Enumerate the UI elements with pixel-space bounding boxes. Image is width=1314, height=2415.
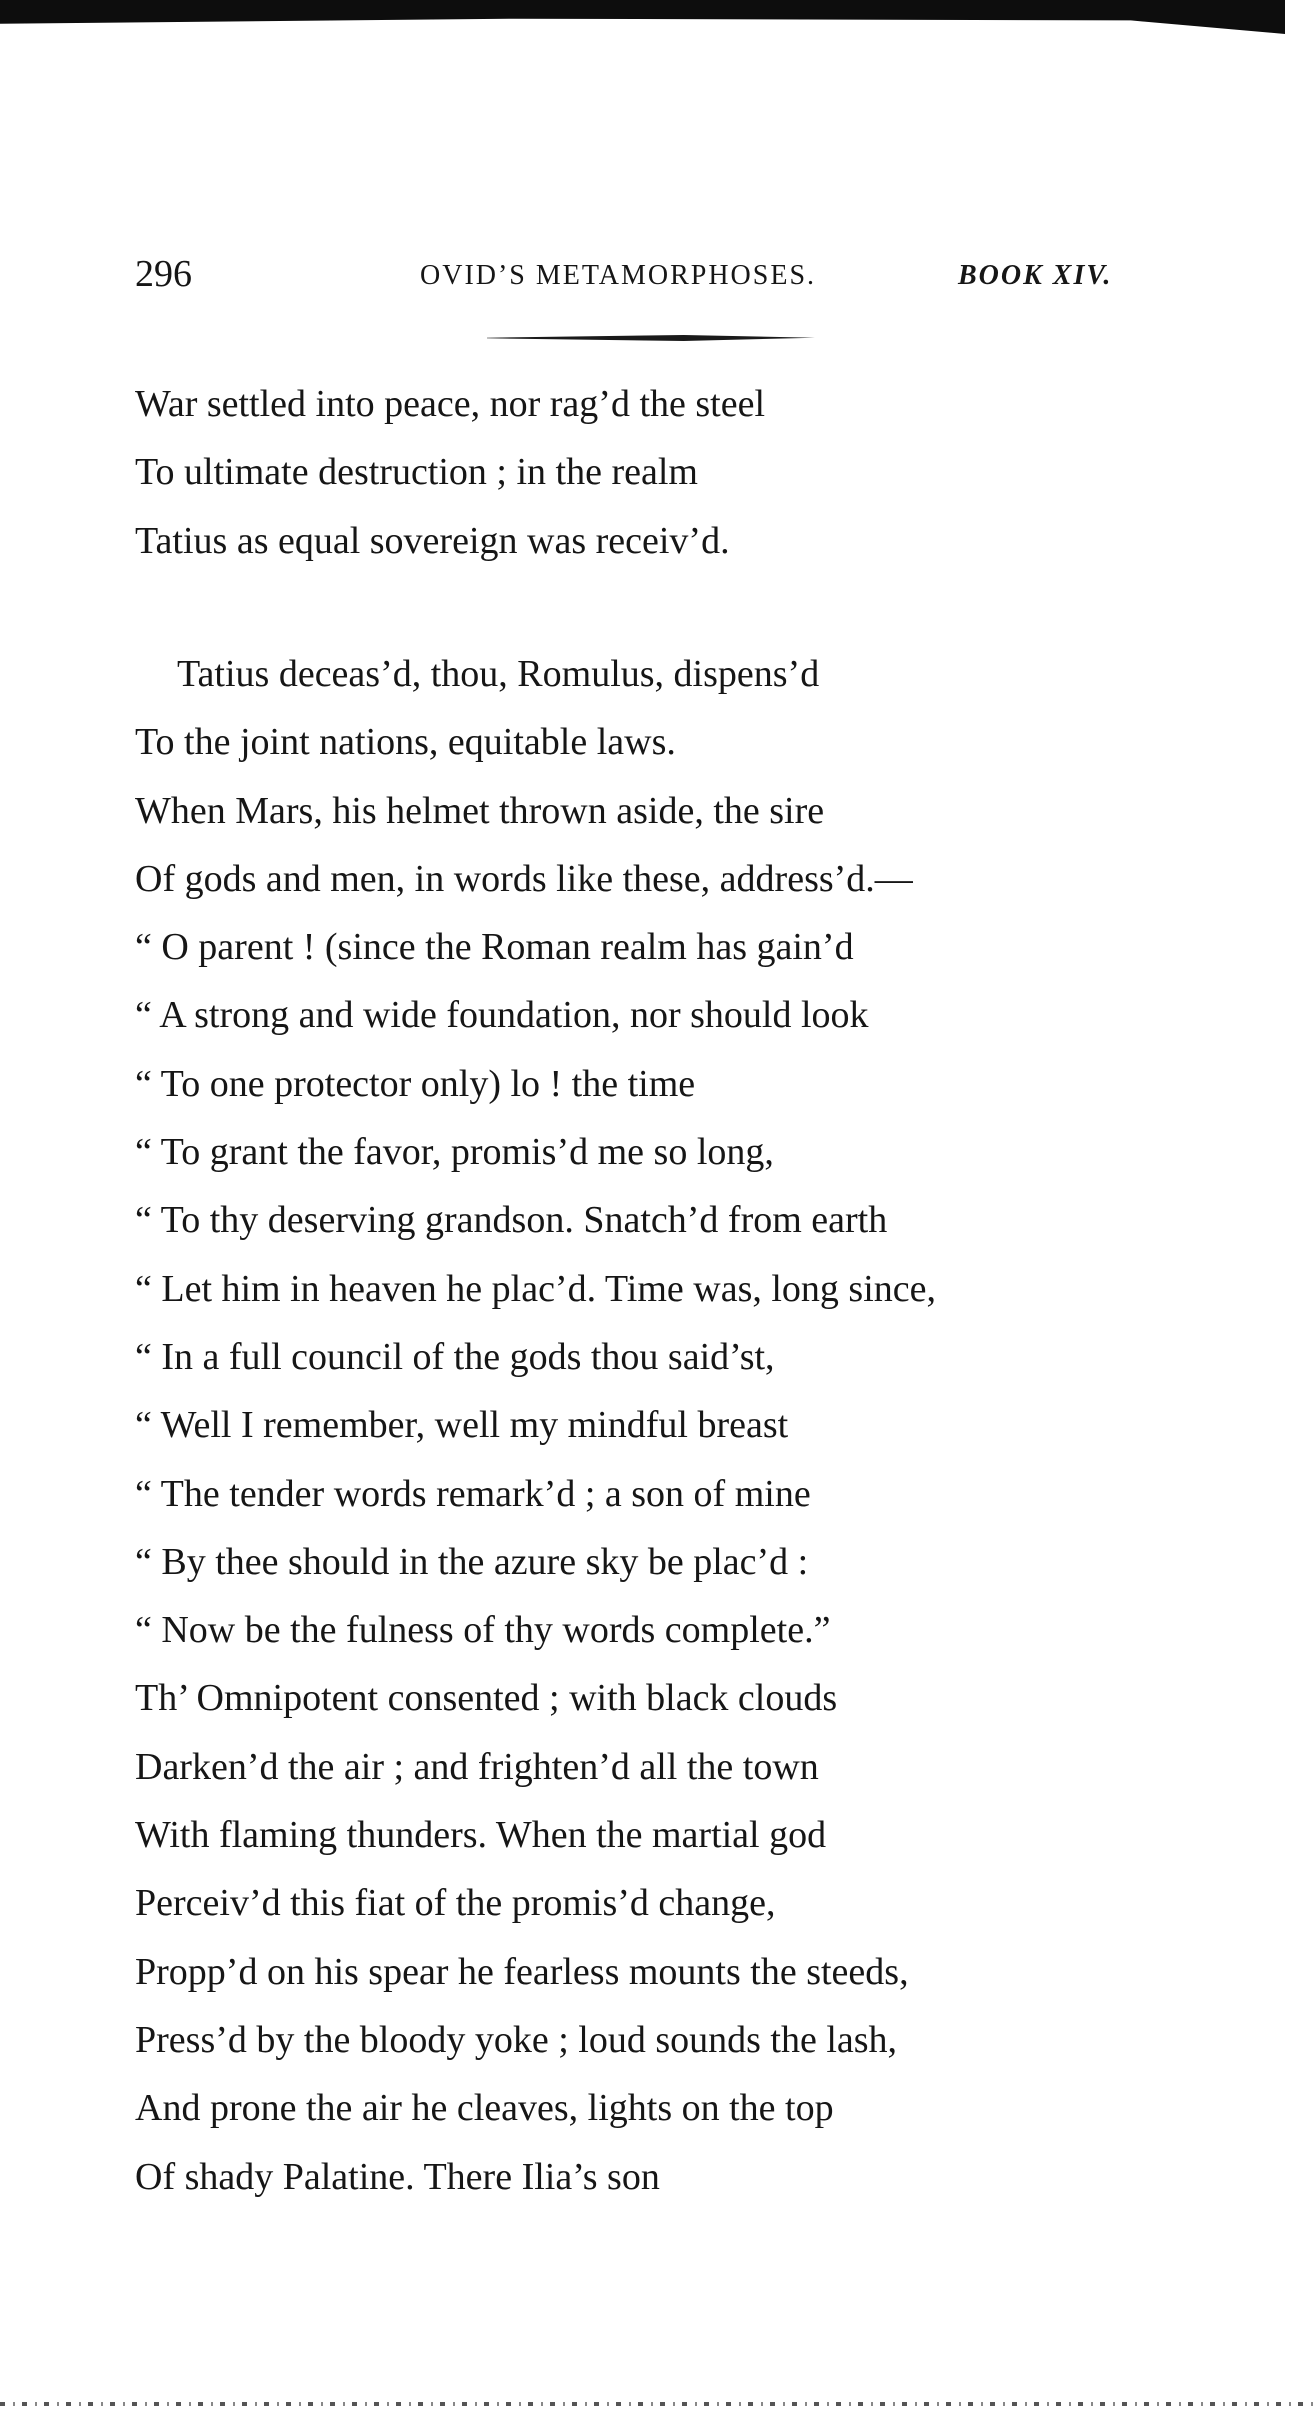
verse-line: “ The tender words remark’d ; a son of mine: [135, 1472, 811, 1515]
page-number: 296: [135, 253, 192, 295]
verse-line: “ O parent ! (since the Roman realm has gain’d: [135, 926, 854, 969]
verse-line: “ To one protector only) lo ! the time: [135, 1062, 696, 1105]
verse-line: “ A strong and wide foundation, nor should look: [135, 994, 869, 1037]
verse-line: “ In a full council of the gods thou said’st,: [135, 1335, 775, 1378]
verse-line: And prone the air he cleaves, lights on the top: [135, 2087, 834, 2130]
verse-line: Of gods and men, in words like these, address’d.—: [135, 857, 913, 900]
verse-line: War settled into peace, nor rag’d the steel: [135, 383, 766, 425]
verse-line: Of shady Palatine. There Ilia’s son: [135, 2155, 660, 2198]
verse-line: To ultimate destruction ; in the realm: [135, 451, 698, 494]
stanza: [135, 640, 936, 2211]
verse-line: Press’d by the bloody yoke ; loud sounds the lash,: [135, 2018, 898, 2061]
stanza: [135, 370, 765, 575]
ornamental-rule: [487, 335, 815, 341]
verse-line: Darken’d the air ; and frighten’d all the town: [135, 1745, 819, 1788]
running-title: OVID’S METAMORPHOSES.: [420, 260, 817, 291]
verse-line: Th’ Omnipotent consented ; with black clouds: [135, 1677, 838, 1720]
verse-line: “ To grant the favor, promis’d me so long,: [135, 1131, 774, 1174]
page-top-shadow: [0, 0, 1285, 34]
page-bottom-edge: [0, 2402, 1314, 2406]
verse-line: Perceiv’d this fiat of the promis’d change,: [135, 1882, 776, 1925]
verse-line: “ To thy deserving grandson. Snatch’d from earth: [135, 1199, 888, 1242]
verse-line: Tatius deceas’d, thou, Romulus, dispens’d: [177, 653, 820, 695]
verse-line: With flaming thunders. When the martial god: [135, 1814, 827, 1857]
book-label: BOOK XIV.: [958, 260, 1113, 291]
verse-line: When Mars, his helmet thrown aside, the sire: [135, 789, 825, 832]
verse-line: “ By thee should in the azure sky be plac’d :: [135, 1540, 809, 1583]
verse-line: Tatius as equal sovereign was receiv’d.: [135, 519, 730, 562]
verse-line: “ Now be the fulness of thy words complete.”: [135, 1609, 831, 1652]
verse-line: “ Let him in heaven he plac’d. Time was, long since,: [135, 1267, 936, 1310]
running-header: [0, 252, 1314, 302]
verse-line: Propp’d on his spear he fearless mounts the steeds,: [135, 1950, 909, 1993]
verse-line: “ Well I remember, well my mindful breast: [135, 1404, 789, 1447]
verse-line: To the joint nations, equitable laws.: [135, 721, 676, 764]
